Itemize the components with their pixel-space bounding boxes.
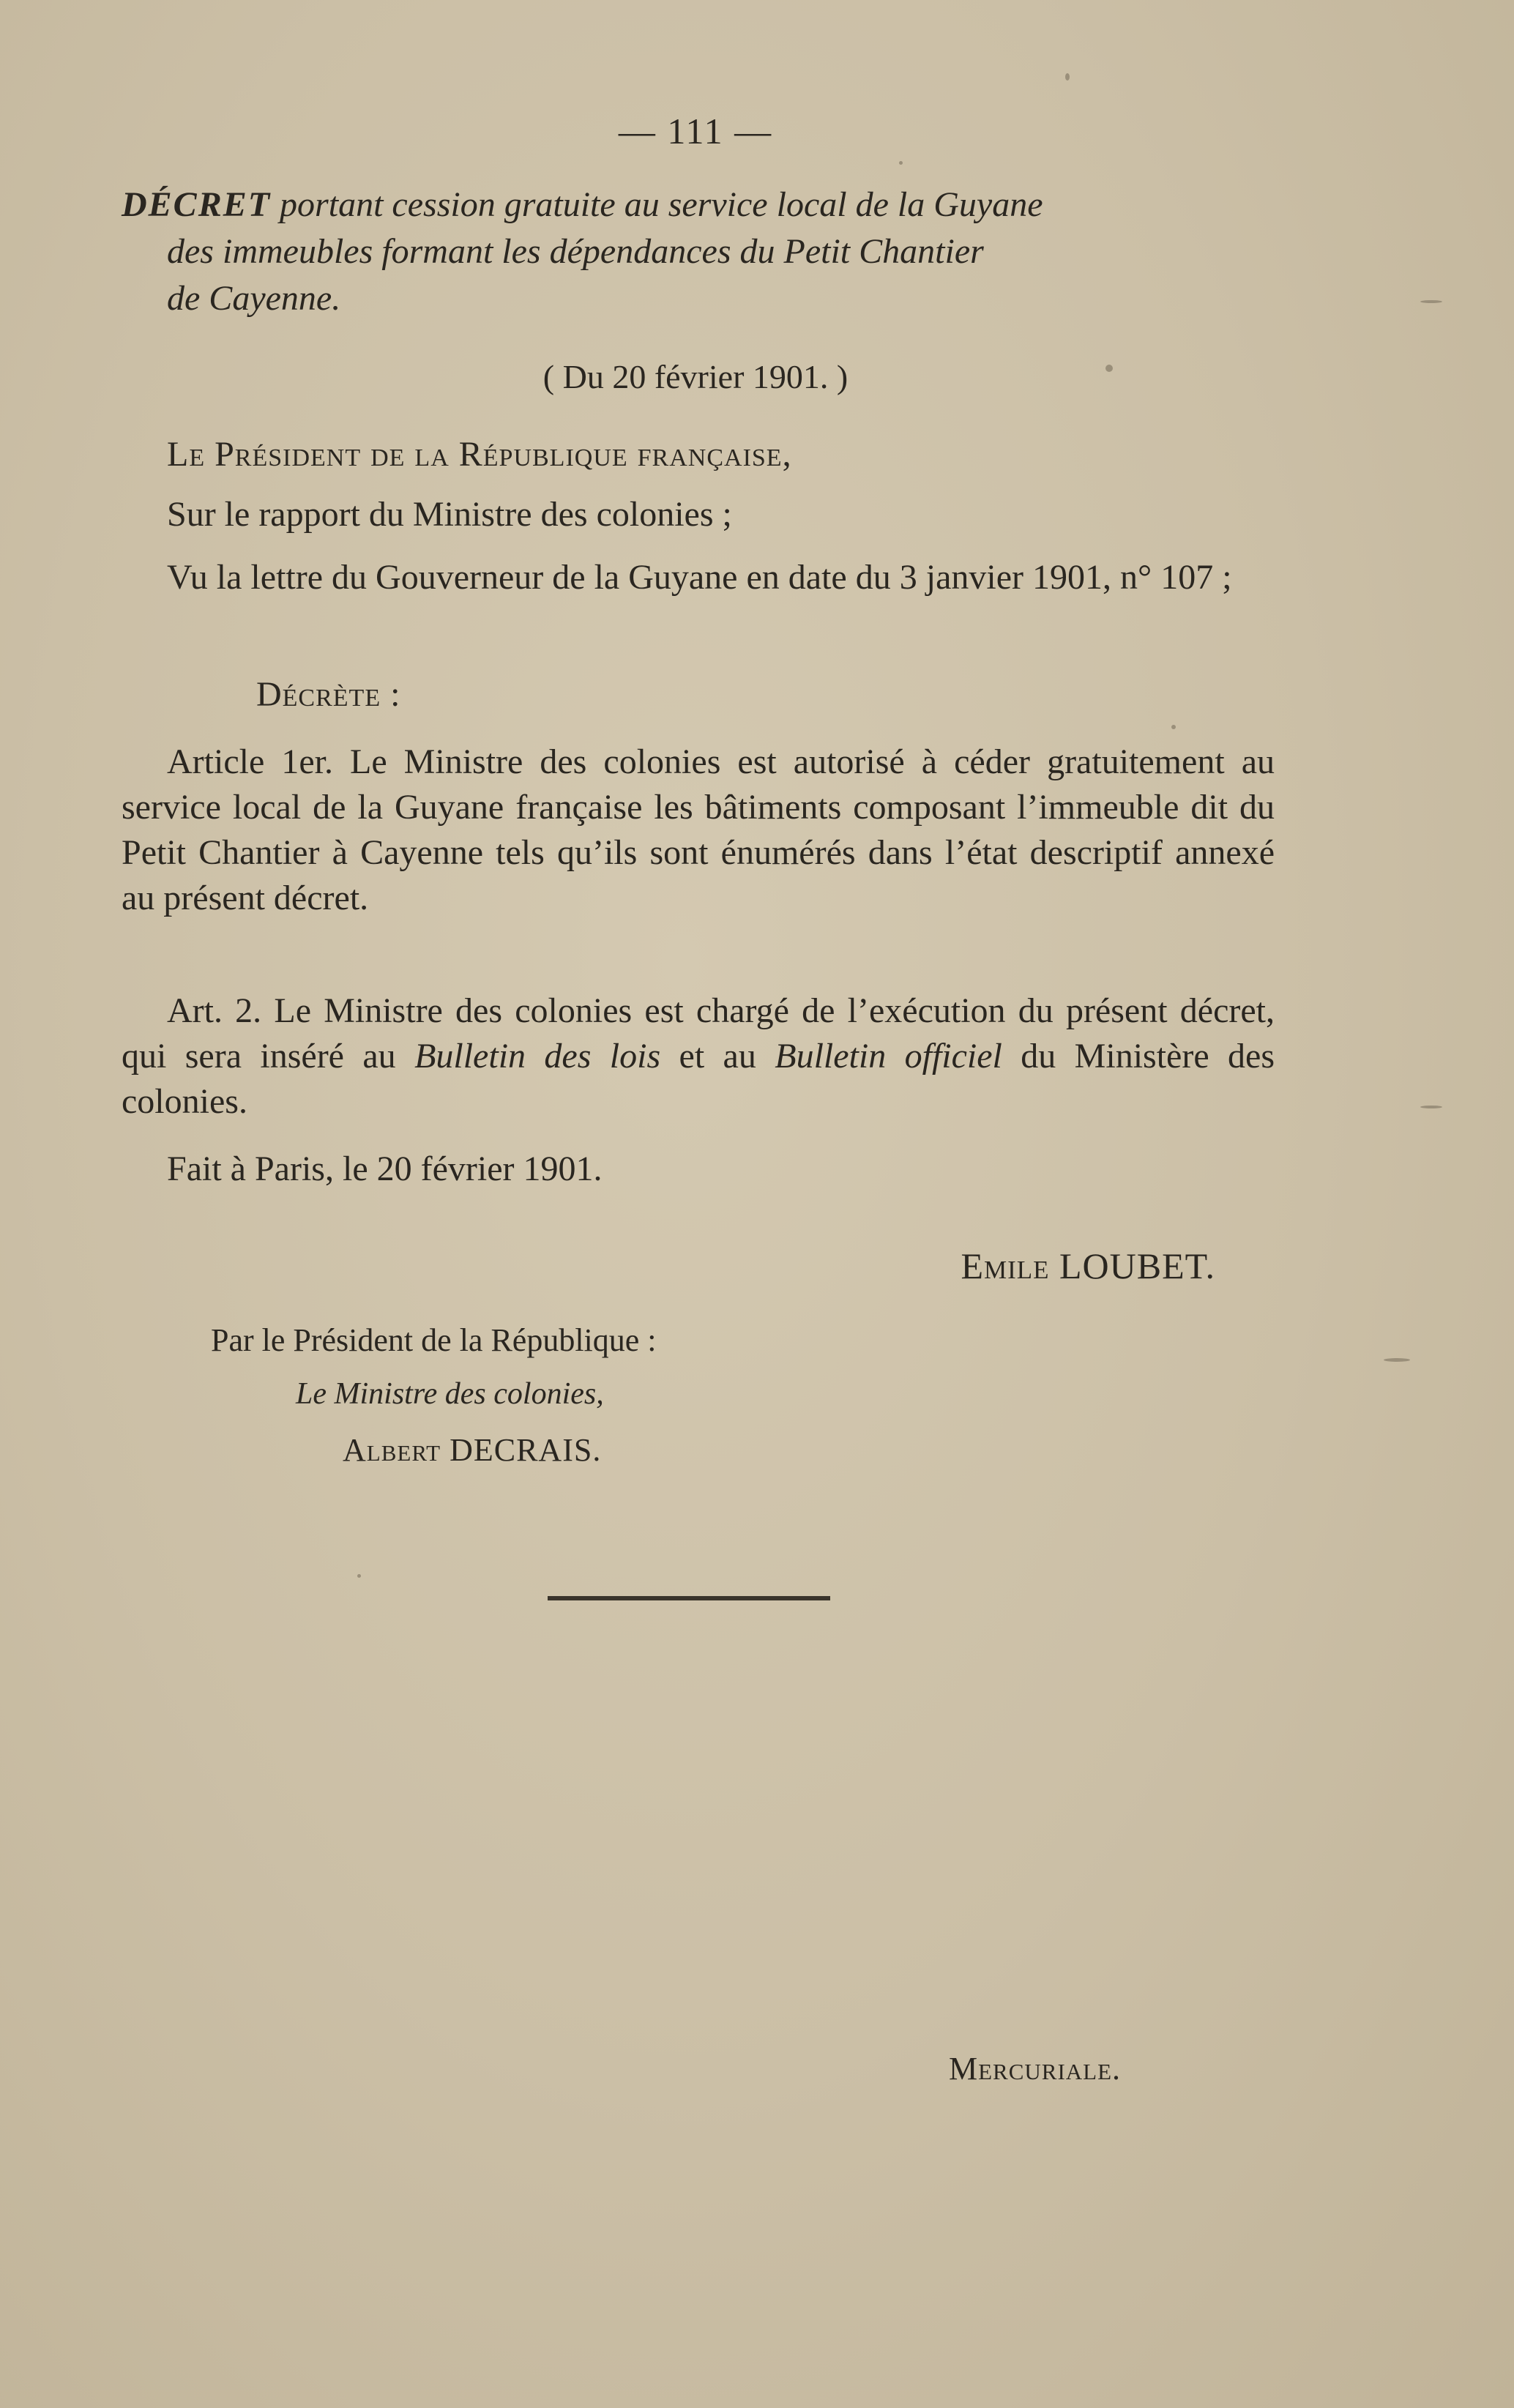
paper-speck: [1171, 725, 1176, 729]
title-line3: de Cayenne.: [167, 279, 341, 318]
decree-date: ( Du 20 février 1901. ): [542, 358, 849, 395]
article-2-text-3: du Ministère des colonies.: [122, 1037, 1275, 1121]
ministre-title: Le Ministre des colonies,: [296, 1377, 604, 1411]
article-2-bulletin-lois: Bulletin des lois: [414, 1037, 661, 1076]
decree-title: [122, 182, 1286, 322]
article-1: Article 1er. Le Ministre des colonies est autorisé à céder gratuitement au service local de la Guyane française les bâtiments composant l’immeuble dit du Petit Chantier à Cayenne tels qu’ils sont énumérés dans l’état descriptif annexé au présent décret.: [122, 742, 1275, 917]
paper-speck: [1105, 365, 1113, 372]
mercuriale-heading: Mercuriale.: [949, 2051, 1122, 2087]
fait-line: Fait à Paris, le 20 février 1901.: [167, 1149, 603, 1188]
paper-speck: [357, 1574, 361, 1578]
paper-speck: [1420, 300, 1442, 303]
paper-speck: [1420, 1106, 1442, 1108]
article-2-bulletin-officiel: Bulletin officiel: [775, 1037, 1002, 1076]
section-divider: [548, 1596, 830, 1600]
rapport-line: Sur le rapport du Ministre des colonies ;: [167, 495, 732, 534]
par-le-president: Par le Président de la République :: [211, 1322, 657, 1358]
paper-speck: [1065, 73, 1070, 81]
title-line1: portant cession gratuite au service local de la Guyane: [280, 185, 1043, 224]
page-number: — 111 —: [618, 111, 773, 152]
title-line2: des immeubles formant les dépendances du Petit Chantier: [167, 232, 984, 271]
article-2: [122, 988, 1275, 1125]
decrete-heading: Décrète :: [256, 675, 401, 714]
lettre-paragraph: Vu la lettre du Gouverneur de la Guyane en date du 3 janvier 1901, n° 107 ;: [167, 558, 1232, 597]
paper-speck: [899, 161, 903, 165]
article-2-text-1: Art. 2. Le Ministre des colonies est chargé de l’exécution du présent décret, qui sera inséré au: [122, 991, 1275, 1076]
president-signature: Emile LOUBET.: [961, 1245, 1215, 1286]
president-line: Le Président de la République française,: [167, 435, 792, 474]
paper-speck: [1384, 1358, 1410, 1362]
article-2-text-2: et au: [660, 1037, 775, 1076]
title-lead: DÉCRET: [122, 185, 272, 224]
ministre-name: Albert DECRAIS.: [343, 1432, 602, 1468]
